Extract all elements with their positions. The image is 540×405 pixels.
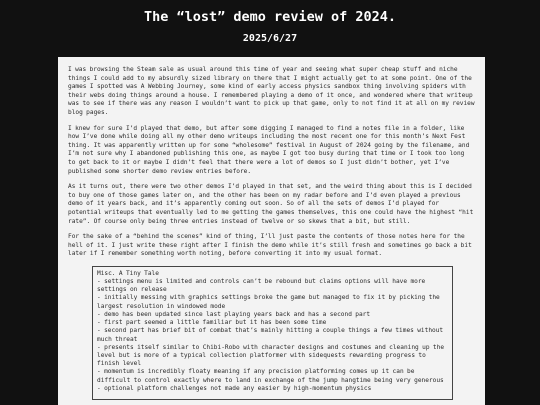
paragraph: As it turns out, there were two other demos I’d played in that set, and the weird thing about this is I decided to buy one of those games later on, and the other has been on my radar before and I’d even played a previous demo of it years back, and it’s apparently coming out soon. So of all the sets of demos I’d played for potential writeups that eventually led to me getting the games themselves, this one could have the highest “hit rate”. Of course only being three entries instead of twelve or so skews that a bit, but still. (68, 183, 474, 225)
note-line: - momentum is incredibly floaty meaning if any precision platforming comes up it can be difficult to control exactly where to land in exchange of the jump hangtime being very generous (97, 368, 444, 384)
note-line: - settings menu is limited and controls can’t be rebound but claims options will have more settings on release (97, 278, 426, 294)
note-line: - optional platform challenges not made any easier by high-momentum physics (97, 384, 372, 392)
note-line: - second part has brief bit of combat that’s mainly hitting a couple things a few times without much threat (97, 327, 444, 343)
article-body (58, 57, 485, 405)
note-line: - presents itself similar to Chibi-Robo with character designs and costumes and cleaning up the level but is more of a typical collection platformer with sidequests rewarding progress to finish level (97, 343, 445, 368)
page-title: The “lost” demo review of 2024. (144, 9, 396, 25)
note-line: - demo has been updated since last playing years back and has a second part (97, 310, 371, 318)
paragraph: I knew for sure I’d played that demo, but after some digging I managed to find a notes file in a folder, like how I’ve done while doing all my other demo writeups including the most recent one for this month’s Next Fest thing. It was apparently written up for some “wholesome” festival in August of 2024 going by the filename, and I’m not sure why I abandoned publishing this one, as maybe I got too busy during that time or I took too long to get back to it or maybe I didn’t feel that there were a lot of demos so I just didn’t bother, yet I’ve published some shorter demo review entries before. (68, 124, 470, 175)
post-date: 2025/6/27 (242, 33, 298, 44)
paragraph: For the sake of a “behind the scenes” kind of thing, I’ll just paste the contents of those notes here for the hell of it. I just write these right after I finish the demo while it’s still fresh and sometimes go back a bit later if I remember something worth noting, before converting it into my usual format. (68, 233, 472, 258)
note-line: - first part seemed a little familiar but it has been some time (97, 319, 327, 327)
note-line: - initially messing with graphics settings broke the game but managed to fix it by picking the largest resolution in windowed mode (97, 294, 440, 310)
paragraph: I was browsing the Steam sale as usual around this time of year and seeing what super cheap stuff and niche things I could add to my absurdly sized library on there that I might actually get to at some point. One of the games I spotted was A Webbing Journey, some kind of early access physics sandbox thing involving spiders with their webs doing things around a house. I remembered playing a demo of it once, and wondered where that writeup was to see if there was any reason I wouldn’t want to pick up that game, only to not find it at all on my review blog pages. (68, 66, 475, 116)
notes-heading: Misc. A Tiny Tale (97, 269, 159, 277)
notes-code-block (92, 266, 453, 400)
